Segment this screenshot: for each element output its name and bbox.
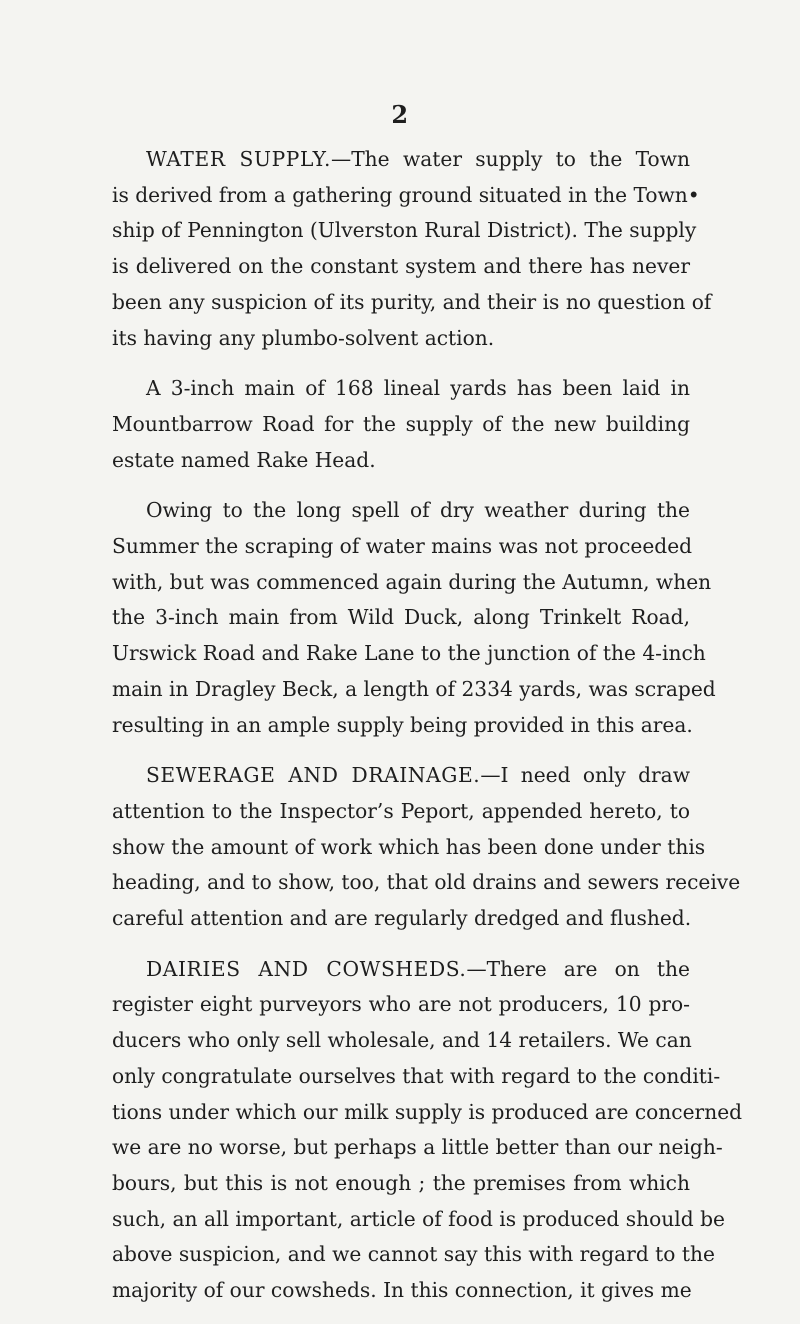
paragraph-line: attention to the Inspector’s Peport, appended hereto, to	[112, 798, 690, 823]
section-heading-water-supply: WATER SUPPLY.	[146, 147, 332, 171]
paragraph-water-supply	[112, 142, 712, 356]
paragraph-line: Owing to the long spell of dry weather during the	[146, 498, 690, 523]
paragraph-line: ship of Pennington (Ulverston Rural District). The supply	[112, 218, 697, 243]
line-text: —I need only draw	[480, 763, 690, 788]
paragraph-line: estate named Rake Head.	[112, 447, 376, 472]
paragraph-line: with, but was commenced again during the Autumn, when	[112, 569, 712, 594]
paragraph-line: such, an all important, article of food is produced should be	[112, 1206, 725, 1231]
paragraph-line: Mountbarrow Road for the supply of the new building	[112, 411, 690, 436]
paragraph-line: above suspicion, and we cannot say this with regard to the	[112, 1242, 715, 1267]
paragraph-main-scraping	[112, 493, 716, 743]
page-number: 2	[391, 100, 409, 129]
paragraph-line: we are no worse, but perhaps a little better than our neigh-	[112, 1135, 723, 1160]
paragraph-line: main in Dragley Beck, a length of 2334 yards, was scraped	[112, 676, 716, 701]
paragraph-line: A 3-inch main of 168 lineal yards has been laid in	[146, 376, 690, 401]
paragraph-line: tions under which our milk supply is produced are concerned	[112, 1099, 743, 1124]
paragraph-line: register eight purveyors who are not producers, 10 pro-	[112, 992, 690, 1017]
paragraph-line: majority of our cowsheds. In this connection, it gives me	[112, 1278, 692, 1303]
paragraph-line	[112, 758, 690, 794]
paragraph-line: is derived from a gathering ground situated in the Town•	[112, 182, 700, 207]
paragraph-line: been any suspicion of its purity, and their is no question of	[112, 289, 712, 314]
paragraph-line: heading, and to show, too, that old drains and sewers receive	[112, 870, 741, 895]
section-heading-dairies: DAIRIES AND COWSHEDS.	[146, 956, 467, 981]
line-text: —The water supply to the Town	[331, 147, 690, 171]
paragraph-dairies	[112, 952, 743, 1309]
paragraph-line	[112, 952, 690, 988]
paragraph-line: Summer the scraping of water mains was not proceeded	[112, 534, 693, 559]
paragraph-line: is delivered on the constant system and there has never	[112, 254, 690, 279]
line-text: —There are on the	[466, 956, 690, 981]
paragraph-line: bours, but this is not enough ; the premises from which	[112, 1170, 690, 1195]
paragraph-line	[112, 142, 690, 178]
paragraph-sewerage	[112, 758, 741, 937]
paragraph-line: resulting in an ample supply being provided in this area.	[112, 712, 693, 737]
paragraph-line: only congratulate ourselves that with regard to the conditi-	[112, 1063, 721, 1088]
paragraph-line: ducers who only sell wholesale, and 14 retailers. We can	[112, 1028, 692, 1053]
document-body	[112, 142, 743, 1324]
paragraph-line: show the amount of work which has been done under this	[112, 834, 706, 859]
paragraph-line: careful attention and are regularly dredged and flushed.	[112, 906, 692, 931]
paragraph-line: Urswick Road and Rake Lane to the junction of the 4-inch	[112, 641, 706, 666]
paragraph-new-main	[112, 371, 690, 478]
paragraph-line: the 3-inch main from Wild Duck, along Trinkelt Road,	[112, 605, 690, 630]
section-heading-sewerage: SEWERAGE AND DRAINAGE.	[146, 763, 481, 788]
paragraph-line: its having any plumbo-solvent action.	[112, 325, 495, 350]
